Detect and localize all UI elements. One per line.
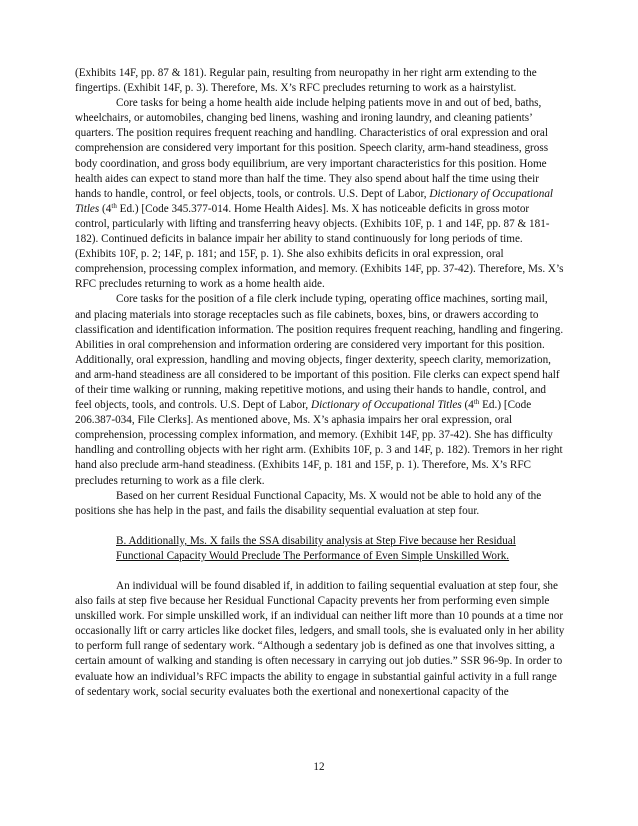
paragraph-step-five: An individual will be found disabled if, in addition to failing sequential evaluation at step four, she also fails at step five because her Residual Functional Capacity prevents her from performing even simple unskilled work. For simple unskilled work, if an individual can neither lift more than 10 pounds at a time nor occasionally lift or carry articles like docket files, ledgers, and small tools, she is evaluated only in her ability to perform full range of sedentary work. “Although a sedentary job is defined as one that involves sitting, a certain amount of walking and standing is often necessary in carrying out job duties.” SSR 96-9p. In order to evaluate how an individual’s RFC impacts the ability to engage in substantial gainful activity in a full range of sedentary work, social security evaluates both the exertional and nonexertional capacity of the bbox=[75, 580, 565, 698]
text-run: Core tasks for the position of a file clerk include typing, operating office machines, sorting mail, and placing materials into storage receptacles such as file cabinets, boxes, bins, or drawers according to classification and identification information. The position requires frequent reaching, handling and fingering. Abilities in oral comprehension and information ordering are considered very important for this position. Additionally, oral expression, handling and moving objects, finger dexterity, speech clarity, memorization, and arm-hand steadiness are all considered to be important of this position. File clerks can expect spend half of their time walking or running, making repetitive motions, and using their hands to handle, control, and feel objects, tools, and controls. U.S. Dept of Labor, bbox=[75, 293, 564, 412]
paragraph-file-clerk bbox=[75, 292, 565, 488]
section-heading: B. Additionally, Ms. X fails the SSA disability analysis at Step Five because her Residual Functional Capacity Would Preclude The Performance of Even Simple Unskilled Work. bbox=[116, 534, 516, 562]
ordinal-superscript: th bbox=[111, 201, 117, 210]
text-run: Core tasks for being a home health aide include helping patients move in and out of bed, baths, wheelchairs, or automobiles, changing bed linens, washing and ironing laundry, and cleaning patients’ quarters. The position requires frequent reaching and handling. Characteristics of oral expression and oral comprehension are considered very important for this position. Speech clarity, arm-hand steadiness, gross body coordination, and gross body equilibrium, are very important characteristics for this position. Home health aides can expect to stand more than half the time. They also spend about half the time using their hands to handle, control, or feel objects, tools, or controls. U.S. Dept of Labor, bbox=[75, 97, 549, 200]
text-run: Ed.) [Code 345.377-014. Home Health Aides]. Ms. X has noticeable deficits in gross motor control, particularly with lifting and transferring heavy objects. (Exhibits 10F, p. 1 and 14F, pp. 87 & 181-182). Continued deficits in balance impair her ability to stand continuously for long periods of time. (Exhibits 10F, p. 2; 14F, p. 181; and 15F, p. 1). She also exhibits deficits in oral expression, oral comprehension, processing complex information, and memory. (Exhibits 14F, pp. 37-42). Therefore, Ms. X’s RFC precludes returning to work as a home health aide. bbox=[75, 202, 564, 291]
text-run: (4 bbox=[99, 202, 112, 215]
document-body bbox=[75, 66, 565, 700]
paragraph-home-health-aide bbox=[75, 96, 565, 292]
ordinal-superscript: th bbox=[473, 398, 480, 407]
text-run: Ed.) [Code 206.387-034, File Clerks]. As mentioned above, Ms. X’s aphasia impairs her oral expression, oral comprehension, processing complex information, and memory. (Exhibit 14F, pp. 37-42). She has difficulty handling and controlling objects with her right arm. (Exhibits 10F, p. 3 and 14F, p. 182). Tremors in her right hand also preclude arm-hand steadiness. (Exhibits 14F, p. 181 and 15F, p. 1). Therefore, Ms. X’s RFC precludes returning to work as a file clerk. bbox=[75, 399, 563, 487]
page-number: 12 bbox=[313, 761, 325, 773]
paragraph-continuation: (Exhibits 14F, pp. 87 & 181). Regular pain, resulting from neuropathy in her right arm extending to the fingertips. (Exhibit 14F, p. 3). Therefore, Ms. X’s RFC precludes returning to work as a hairstylist. bbox=[75, 67, 537, 95]
text-run: (4 bbox=[461, 399, 474, 412]
citation-title: Dictionary of Occupational Titles bbox=[75, 187, 554, 215]
paragraph-step-four-conclusion: Based on her current Residual Functional Capacity, Ms. X would not be able to hold any of the positions she has help in the past, and fails the disability sequential evaluation at step four. bbox=[75, 489, 542, 517]
citation-title: Dictionary of Occupational Titles bbox=[311, 399, 462, 412]
